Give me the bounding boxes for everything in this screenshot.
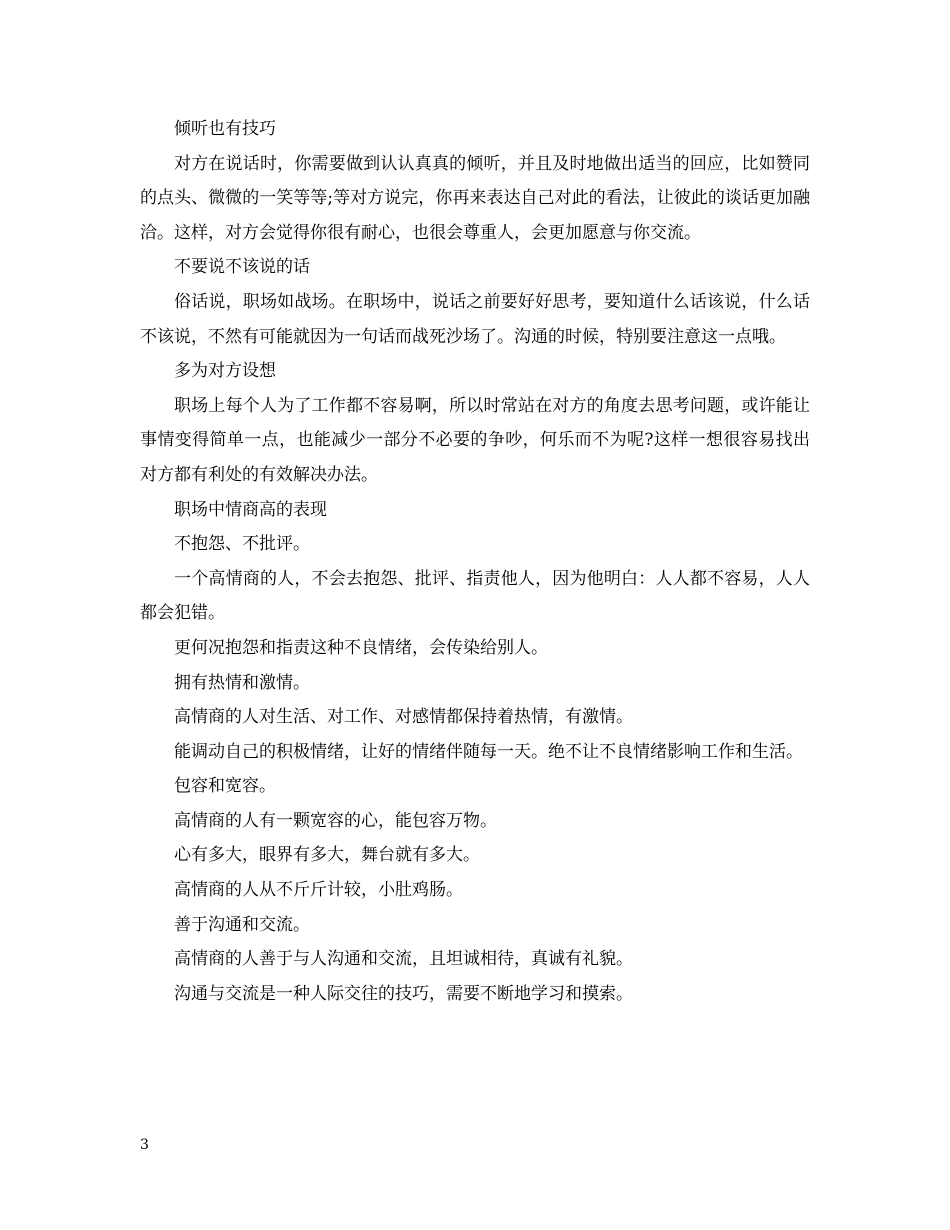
paragraph-bad-emotions: 更何况抱怨和指责这种不良情绪，会传染给别人。 bbox=[174, 637, 548, 658]
paragraph-listening: 对方在说话时，你需要做到认认真真的倾听，并且及时地做出适当的回应，比如赞同的点头、微微的一笑等等;等对方说完，你再来表达自己对此的看法，让彼此的谈话更加融洽。这样，对方会觉得你很有耐心，也很会尊重人，会更加愿意与你交流。 bbox=[140, 153, 810, 243]
paragraph-communication-skill: 沟通与交流是一种人际交往的技巧，需要不断地学习和摸索。 bbox=[174, 983, 633, 1004]
point-heading-communication: 善于沟通和交流。 bbox=[174, 914, 310, 935]
paragraph-positive-emotions: 能调动自己的积极情绪，让好的情绪伴随每一天。绝不让不良情绪影响工作和生活。 bbox=[174, 741, 803, 762]
section-heading-empathy: 多为对方设想 bbox=[174, 361, 276, 382]
point-heading-no-complaints: 不抱怨、不批评。 bbox=[174, 534, 310, 555]
section-heading-listening: 倾听也有技巧 bbox=[174, 119, 276, 139]
document-body bbox=[140, 112, 810, 1011]
paragraph-passion: 高情商的人对生活、对工作、对感情都保持着热情，有激情。 bbox=[174, 707, 633, 728]
point-heading-passion: 拥有热情和激情。 bbox=[174, 672, 310, 693]
section-heading-eq: 职场中情商高的表现 bbox=[174, 499, 327, 520]
section-heading-words: 不要说不该说的话 bbox=[174, 257, 310, 278]
paragraph-words: 俗话说，职场如战场。在职场中，说话之前要好好思考，要知道什么话该说，什么话不该说，不然有可能就因为一句话而战死沙场了。沟通的时候，特别要注意这一点哦。 bbox=[140, 291, 810, 347]
paragraph-communication: 高情商的人善于与人沟通和交流，且坦诚相待，真诚有礼貌。 bbox=[174, 949, 633, 970]
point-heading-tolerance: 包容和宽容。 bbox=[174, 776, 276, 797]
paragraph-no-pettiness: 高情商的人从不斤斤计较，小肚鸡肠。 bbox=[174, 880, 463, 901]
paragraph-empathy: 职场上每个人为了工作都不容易啊，所以时常站在对方的角度去思考问题，或许能让事情变得简单一点，也能减少一部分不必要的争吵，何乐而不为呢?这样一想很容易找出对方都有利处的有效解决办法。 bbox=[140, 395, 810, 485]
paragraph-tolerance: 高情商的人有一颗宽容的心，能包容万物。 bbox=[174, 810, 497, 831]
page-number: 3 bbox=[140, 1137, 149, 1153]
paragraph-no-complaints: 一个高情商的人，不会去抱怨、批评、指责他人，因为他明白：人人都不容易，人人都会犯错。 bbox=[140, 568, 810, 624]
paragraph-vision: 心有多大，眼界有多大，舞台就有多大。 bbox=[174, 845, 480, 866]
